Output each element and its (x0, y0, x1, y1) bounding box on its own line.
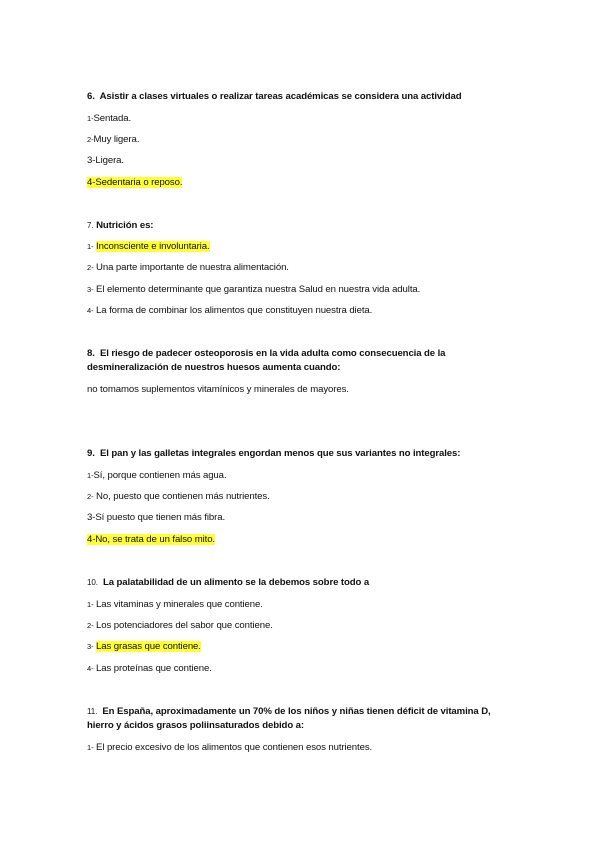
question-10 (87, 577, 369, 589)
option (87, 599, 263, 611)
question-text: La palatabilidad de un alimento se la debemos sobre todo a (102, 577, 370, 588)
question-text: El riesgo de padecer osteoporosis en la vida adulta como consecuencia de la (99, 348, 446, 359)
option (87, 742, 372, 754)
option-text: Las vitaminas y minerales que contiene. (96, 599, 263, 610)
option-prefix: 1- (87, 743, 94, 752)
option-prefix: 3- (87, 285, 94, 294)
option-prefix: 3- (87, 155, 96, 166)
option-prefix: 3- (87, 642, 94, 651)
option (87, 663, 212, 675)
question-6 (87, 91, 462, 103)
option (87, 512, 225, 524)
option-text: El precio excesivo de los alimentos que contienen esos nutrientes. (96, 742, 373, 753)
question-text: Asistir a clases virtuales o realizar tareas académicas se considera una actividad (99, 91, 462, 102)
answer: no tomamos suplementos vitamínicos y minerales de mayores. (87, 384, 349, 395)
option-prefix: 4- (87, 177, 96, 188)
option-prefix: 2- (87, 492, 94, 501)
option-text: No, puesto que contienen más nutrientes. (96, 491, 270, 502)
option-text: Ligera. (95, 155, 124, 166)
answer-text (87, 384, 349, 396)
option-text: Sí puesto que tienen más fibra. (95, 512, 226, 523)
option-prefix: 3- (87, 512, 96, 523)
option-text: Muy ligera. (93, 134, 140, 145)
question-number: 7. (87, 221, 94, 230)
option-text: Una parte importante de nuestra alimentación. (96, 262, 289, 273)
option-prefix: 4- (87, 306, 94, 315)
option-prefix: 2- (87, 621, 94, 630)
question-text: En España, aproximadamente un 70% de los niños y niñas tienen déficit de vitamina D, (102, 706, 491, 717)
option (87, 305, 372, 317)
option (87, 284, 420, 296)
option-text: Sí, porque contienen más agua. (93, 470, 227, 481)
question-number: 6. (87, 91, 95, 102)
option-text: No, se trata de un falso mito. (95, 534, 215, 545)
option (87, 620, 273, 632)
question-number: 9. (87, 448, 95, 459)
option (87, 470, 226, 482)
question-text: desmineralización de nuestros huesos aumenta cuando: (87, 362, 341, 373)
option-prefix: 1- (87, 471, 94, 480)
question-text: hierro y ácidos grasos poliinsaturados debido a: (87, 720, 304, 731)
option-prefix: 1- (87, 114, 94, 123)
option (87, 262, 289, 274)
option-text: Inconsciente e involuntaria. (96, 241, 210, 252)
option (87, 113, 131, 125)
option-prefix: 2- (87, 135, 94, 144)
option-highlighted (87, 177, 182, 189)
option-prefix: 4- (87, 534, 96, 545)
question-9 (87, 448, 460, 460)
question-8 (87, 348, 445, 360)
option-prefix: 2- (87, 263, 94, 272)
option-text: La forma de combinar los alimentos que constituyen nuestra dieta. (96, 305, 373, 316)
option-prefix: 1- (87, 242, 94, 251)
option-text: Sentada. (93, 113, 132, 124)
option-prefix: 4- (87, 664, 94, 673)
question-text: Nutrición es: (96, 220, 154, 231)
option-prefix: 1- (87, 600, 94, 609)
option-text: Las proteínas que contiene. (96, 663, 212, 674)
question-11-continued (87, 720, 304, 732)
question-number: 10. (87, 578, 98, 587)
option-text: Los potenciadores del sabor que contiene. (96, 620, 273, 631)
question-8-continued (87, 362, 340, 374)
question-11 (87, 706, 491, 718)
option-highlighted (87, 641, 201, 653)
option-text: Las grasas que contiene. (96, 641, 201, 652)
option-text: El elemento determinante que garantiza nuestra Salud en nuestra vida adulta. (96, 284, 421, 295)
option (87, 491, 270, 503)
question-text: El pan y las galletas integrales engordan menos que sus variantes no integrales: (99, 448, 461, 459)
question-number: 8. (87, 348, 95, 359)
option (87, 155, 124, 167)
option-highlighted (87, 241, 210, 253)
question-number: 11. (87, 707, 98, 716)
option-highlighted (87, 534, 215, 546)
option (87, 134, 139, 146)
question-7 (87, 220, 153, 232)
option-text: Sedentaria o reposo. (95, 177, 183, 188)
